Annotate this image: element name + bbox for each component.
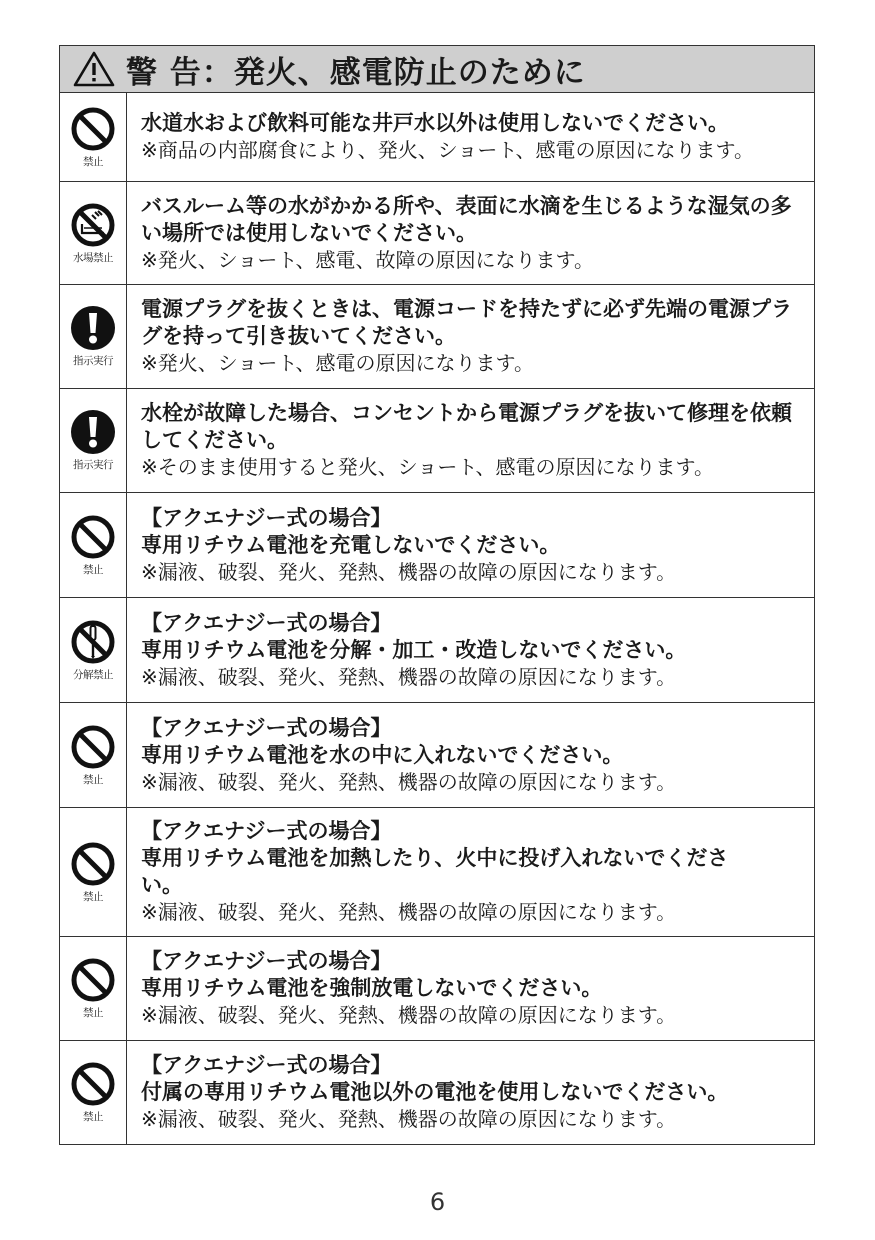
prohibition-icon	[70, 106, 116, 152]
icon-label: 禁止	[83, 1007, 103, 1019]
icon-label: 指示実行	[73, 459, 113, 471]
warning-note-text: ※そのまま使用すると発火、ショート、感電の原因になります。	[141, 455, 714, 479]
warning-row	[60, 808, 814, 937]
warning-note-text: ※発火、ショート、感電、故障の原因になります。	[141, 247, 594, 272]
mandatory-action-icon	[70, 305, 116, 351]
row-icon-cell	[60, 808, 127, 936]
warning-main-text: 【アクエナジー式の場合】 専用リチウム電池を水の中に入れないでください。	[141, 715, 624, 767]
warning-row	[60, 93, 814, 182]
prohibition-icon	[70, 841, 116, 887]
page-number: 6	[429, 1188, 446, 1216]
no-disassembly-icon	[70, 619, 116, 665]
warning-main-text: 水道水および飲料可能な井戸水以外は使用しないでください。	[141, 111, 729, 135]
warning-table	[59, 45, 815, 1145]
warning-title: 警 告：発火、感電防止のために	[126, 54, 586, 91]
icon-label: 分解禁止	[73, 668, 113, 681]
icon-label: 禁止	[83, 563, 103, 576]
no-water-place-icon	[70, 202, 116, 248]
row-icon-cell	[60, 389, 127, 492]
mandatory-action-icon	[70, 409, 116, 455]
warning-note-text: ※漏液、破裂、発火、発熱、機器の故障の原因になります。	[141, 559, 677, 584]
warning-row	[60, 493, 814, 598]
prohibition-icon	[70, 1061, 116, 1107]
warning-row	[60, 703, 814, 808]
row-text-cell	[127, 389, 814, 492]
row-icon-cell	[60, 703, 127, 807]
warning-row	[60, 598, 814, 703]
warning-main-text: 電源プラグを抜くときは、電源コードを持たずに必ず先端の電源プラグを持って引き抜いてください。	[141, 297, 792, 348]
warning-rows	[60, 93, 814, 1144]
row-text-cell	[127, 598, 814, 702]
warning-main-text: 【アクエナジー式の場合】 専用リチウム電池を充電しないでください。	[141, 505, 561, 557]
icon-label: 禁止	[83, 1111, 103, 1123]
row-text-cell	[127, 93, 814, 181]
row-text-cell	[127, 285, 814, 388]
warning-note-text: ※漏液、破裂、発火、発熱、機器の故障の原因になります。	[141, 769, 677, 794]
prohibition-icon	[70, 514, 116, 560]
icon-label: 禁止	[83, 890, 103, 903]
row-text-cell	[127, 1041, 814, 1144]
prohibition-icon	[70, 957, 116, 1003]
warning-main-text: 【アクエナジー式の場合】 専用リチウム電池を強制放電しないでください。	[141, 949, 603, 1000]
row-icon-cell	[60, 937, 127, 1040]
icon-label: 指示実行	[73, 355, 113, 367]
icon-label: 禁止	[83, 773, 103, 786]
icon-label: 禁止	[83, 155, 103, 168]
warning-header	[60, 46, 814, 93]
row-icon-cell	[60, 93, 127, 181]
row-text-cell	[127, 703, 814, 807]
row-icon-cell	[60, 598, 127, 702]
warning-row	[60, 937, 814, 1041]
row-icon-cell	[60, 1041, 127, 1144]
row-text-cell	[127, 493, 814, 597]
warning-row	[60, 182, 814, 285]
warning-note-text: ※漏液、破裂、発火、発熱、機器の故障の原因になります。	[141, 1107, 677, 1131]
row-text-cell	[127, 182, 814, 284]
warning-main-text: 【アクエナジー式の場合】 専用リチウム電池を加熱したり、火中に投げ入れないでくださ い。	[141, 819, 729, 897]
row-icon-cell	[60, 493, 127, 597]
warning-main-text: 【アクエナジー式の場合】 付属の専用リチウム電池以外の電池を使用しないでください。	[141, 1053, 729, 1104]
warning-main-text: 水栓が故障した場合、コンセントから電源プラグを抜いて修理を依頼してください。	[141, 401, 792, 452]
icon-label: 水場禁止	[73, 251, 113, 264]
warning-triangle-icon	[72, 50, 116, 88]
row-icon-cell	[60, 285, 127, 388]
warning-note-text: ※漏液、破裂、発火、発熱、機器の故障の原因になります。	[141, 664, 677, 689]
warning-note-text: ※発火、ショート、感電の原因になります。	[141, 351, 534, 375]
warning-main-text: バスルーム等の水がかかる所や、表面に水滴を生じるような湿気の多い場所では使用しないでください。	[141, 193, 792, 245]
row-text-cell	[127, 937, 814, 1040]
prohibition-icon	[70, 724, 116, 770]
warning-note-text: ※漏液、破裂、発火、発熱、機器の故障の原因になります。	[141, 900, 677, 924]
warning-row	[60, 1041, 814, 1144]
warning-main-text: 【アクエナジー式の場合】 専用リチウム電池を分解・加工・改造しないでください。	[141, 610, 687, 662]
row-icon-cell	[60, 182, 127, 284]
warning-note-text: ※商品の内部腐食により、発火、ショート、感電の原因になります。	[141, 138, 754, 162]
warning-row	[60, 389, 814, 493]
warning-note-text: ※漏液、破裂、発火、発熱、機器の故障の原因になります。	[141, 1003, 677, 1027]
warning-row	[60, 285, 814, 389]
row-text-cell	[127, 808, 814, 936]
